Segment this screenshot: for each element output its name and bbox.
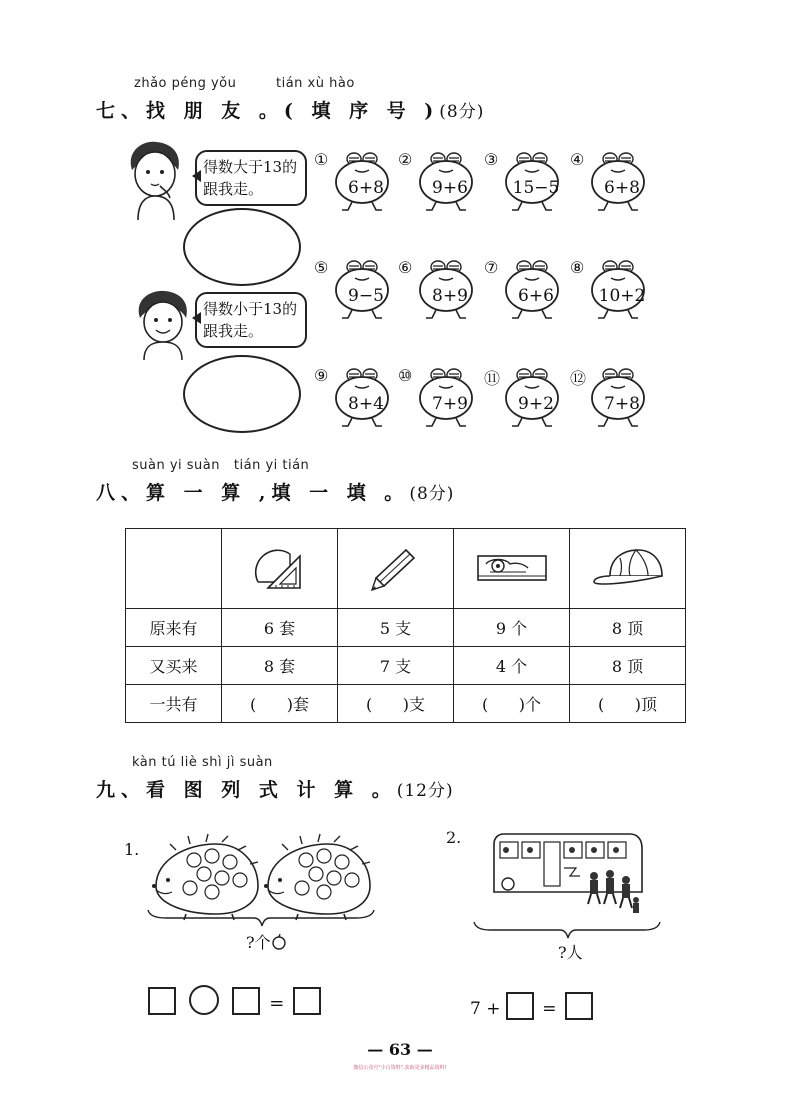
section7-pinyin-2: tián xù hào — [276, 76, 355, 91]
set-square-cell — [222, 529, 338, 609]
problem1-question — [246, 930, 287, 953]
pencil-icon — [366, 542, 426, 592]
cell-bought-cap: 8 顶 — [570, 647, 686, 685]
cell-total-pencil[interactable]: ( )支 — [338, 685, 454, 723]
section8-points: (8分) — [409, 484, 455, 504]
equals-sign: = — [542, 999, 557, 1019]
answer-ellipse-less[interactable] — [183, 355, 301, 433]
section8-title-text: 八、算 一 算 ,填 一 填 。 — [96, 482, 410, 504]
cell-bought-pencil-case: 4 个 — [454, 647, 570, 685]
row-label-original: 原来有 — [126, 609, 222, 647]
section9-pinyin: kàn tú liè shì jì suàn — [132, 755, 273, 770]
section7-title-text: 七、找 朋 友 。( 填 序 号 ) — [96, 100, 440, 122]
pencil-cell — [338, 529, 454, 609]
cap-cell — [570, 529, 686, 609]
answer-box[interactable] — [232, 987, 260, 1015]
answer-box[interactable] — [565, 992, 593, 1020]
footer-note: 微信公众号"小白资料",获取更多精品资料! — [353, 1065, 447, 1071]
cell-total-pencil-case[interactable]: ( )个 — [454, 685, 570, 723]
item-expression: 6+8 — [604, 178, 640, 198]
item-number: ③ — [484, 150, 499, 169]
problem2-prefix: 7 + — [470, 999, 501, 1019]
equals-sign: = — [269, 993, 285, 1014]
answer-ellipse-greater[interactable] — [183, 208, 301, 286]
item-number: ⑨ — [314, 366, 329, 385]
items-table — [125, 528, 686, 723]
section7-points: (8分) — [439, 102, 485, 122]
section7-pinyin-1: zhǎo péng yǒu — [134, 76, 237, 91]
item-expression: 8+9 — [432, 286, 468, 306]
boy-smiling-icon — [134, 290, 192, 360]
item-number: ⑫ — [570, 369, 587, 388]
pencil-case-icon — [472, 542, 552, 592]
item-number: ① — [314, 150, 329, 169]
brace-icon — [146, 908, 376, 930]
answer-box[interactable] — [293, 987, 321, 1015]
speech-bubble-less: 得数小于13的跟我走。 — [195, 292, 307, 348]
section8-pinyin: suàn yi suàn tián yi tián — [132, 458, 310, 473]
item-expression: 6+6 — [518, 286, 554, 306]
cell-total-cap[interactable]: ( )顶 — [570, 685, 686, 723]
item-number: ④ — [570, 150, 585, 169]
problem2-question: ?人 — [558, 943, 583, 962]
item-expression: 7+8 — [604, 394, 640, 414]
item-number: ⑤ — [314, 258, 329, 277]
page-number: — 63 — — [367, 1040, 433, 1059]
section7-title — [96, 96, 484, 123]
section9-title — [96, 775, 454, 802]
cell-original-cap: 8 顶 — [570, 609, 686, 647]
item-number: ⑪ — [484, 369, 501, 388]
cap-icon — [588, 542, 668, 592]
item-number: ② — [398, 150, 413, 169]
section9-points: (12分) — [396, 781, 454, 801]
cell-bought-set-square: 8 套 — [222, 647, 338, 685]
brace-icon — [472, 920, 662, 942]
item-expression: 9+6 — [432, 178, 468, 198]
row-label-bought: 又买来 — [126, 647, 222, 685]
section8-title — [96, 478, 454, 505]
item-expression: 9−5 — [348, 286, 384, 306]
row-label-total: 一共有 — [126, 685, 222, 723]
item-expression: 10+2 — [598, 286, 646, 306]
item-expression: 8+4 — [348, 394, 384, 414]
item-number: ⑥ — [398, 258, 413, 277]
cell-total-set-square[interactable]: ( )套 — [222, 685, 338, 723]
table-corner-cell — [126, 529, 222, 609]
set-square-icon — [250, 542, 310, 592]
item-expression: 9+2 — [518, 394, 554, 414]
problem1-equation — [148, 985, 321, 1019]
bus-with-passengers-image — [490, 828, 650, 926]
answer-box[interactable] — [148, 987, 176, 1015]
item-expression: 15−5 — [512, 178, 560, 198]
operator-circle[interactable] — [189, 985, 219, 1015]
problem1-question-text: ?个 — [246, 933, 271, 952]
apple-icon — [271, 934, 287, 950]
problem1-label: 1. — [124, 840, 140, 859]
item-number: ⑦ — [484, 258, 499, 277]
cell-original-pencil-case: 9 个 — [454, 609, 570, 647]
cell-original-set-square: 6 套 — [222, 609, 338, 647]
cell-bought-pencil: 7 支 — [338, 647, 454, 685]
answer-box[interactable] — [506, 992, 534, 1020]
item-number: ⑧ — [570, 258, 585, 277]
speech-bubble-greater: 得数大于13的跟我走。 — [195, 150, 307, 206]
item-expression: 6+8 — [348, 178, 384, 198]
boy-thinking-icon — [124, 140, 186, 222]
item-expression: 7+9 — [432, 394, 468, 414]
problem2-label: 2. — [446, 828, 462, 847]
cell-original-pencil: 5 支 — [338, 609, 454, 647]
problem2-equation — [470, 992, 593, 1025]
pencil-case-cell — [454, 529, 570, 609]
item-number: ⑩ — [398, 366, 413, 385]
section9-title-text: 九、看 图 列 式 计 算 。 — [96, 779, 397, 801]
